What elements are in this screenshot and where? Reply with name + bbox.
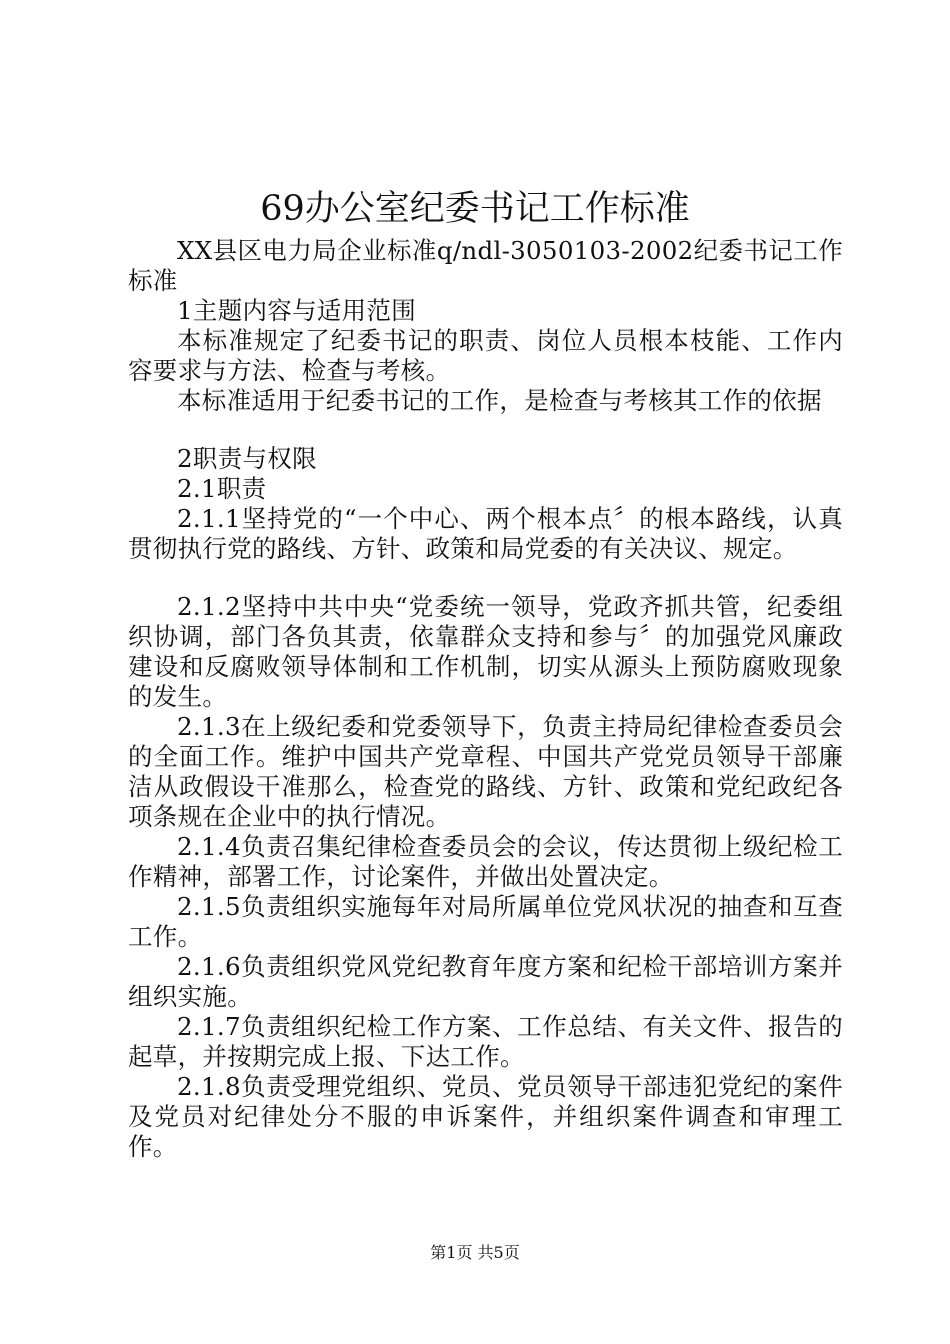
clause-2-1-1: 2.1.1坚持党的“一个中心、两个根本点〞的根本路线，认真贯彻执行党的路线、方针、政策和局党委的有关决议、规定。: [128, 504, 843, 563]
section-heading-1: 1主题内容与适用范围: [177, 296, 417, 325]
clause-2-1-8: 2.1.8负责受理党组织、党员、党员领导干部违犯党纪的案件及党员对纪律处分不服的申诉案件，并组织案件调查和审理工作。: [128, 1072, 843, 1161]
spacer: [128, 564, 843, 592]
subsection-heading-2-1: 2.1职责: [177, 474, 267, 503]
clause-2-1-4: 2.1.4负责召集纪律检查委员会的会议，传达贯彻上级纪检工作精神，部署工作，讨论案件，并做出处置决定。: [128, 832, 843, 891]
spacer: [128, 416, 843, 444]
paragraph-applicability: 本标准适用于纪委书记的工作，是检查与考核其工作的依据: [177, 386, 822, 415]
section-heading-2: 2职责与权限: [177, 444, 317, 473]
document-body: [128, 236, 843, 1162]
paragraph-standard-id: XX县区电力局企业标准q/ndl-3050103-2002纪委书记工作标准: [128, 236, 843, 295]
clause-2-1-2: 2.1.2坚持中共中央“党委统一领导，党政齐抓共管，纪委组织协调，部门各负其责，依靠群众支持和参与〞的加强党风廉政建设和反腐败领导体制和工作机制，切实从源头上预防腐败现象的发生。: [128, 592, 843, 711]
clause-2-1-7: 2.1.7负责组织纪检工作方案、工作总结、有关文件、报告的起草，并按期完成上报、下达工作。: [128, 1012, 843, 1071]
clause-2-1-5: 2.1.5负责组织实施每年对局所属单位党风状况的抽查和互查工作。: [128, 892, 843, 951]
paragraph-scope: 本标准规定了纪委书记的职责、岗位人员根本枝能、工作内容要求与方法、检查与考核。: [128, 326, 843, 385]
clause-2-1-6: 2.1.6负责组织党风党纪教育年度方案和纪检干部培训方案并组织实施。: [128, 952, 843, 1011]
page-footer: 第1页 共5页: [430, 1243, 520, 1262]
clause-2-1-3: 2.1.3在上级纪委和党委领导下，负责主持局纪律检查委员会的全面工作。维护中国共产党章程、中国共产党党员领导干部廉洁从政假设干准那么，检查党的路线、方针、政策和党纪政纪各项条规在企业中的执行情况。: [128, 712, 843, 831]
document-title: 69办公室纪委书记工作标准: [260, 189, 690, 229]
